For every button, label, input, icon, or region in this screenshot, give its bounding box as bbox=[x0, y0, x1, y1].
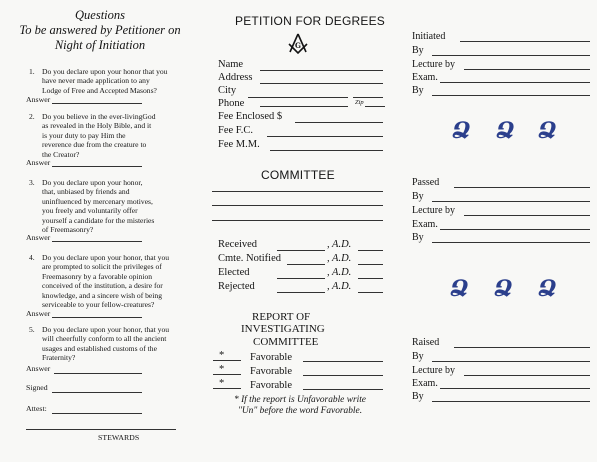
raised-exam-line[interactable] bbox=[440, 388, 590, 389]
questions-panel bbox=[0, 0, 200, 462]
question-5: 5. Do you declare upon your honor, that you will cheerfully conform to all the ancient usages and established customs of the Fraternity? bbox=[29, 325, 170, 363]
zip-label: Zip bbox=[355, 99, 364, 106]
field-fee-enclosed-line[interactable] bbox=[295, 122, 383, 123]
question-3: 3. Do you declare upon your honor, that, unbiased by friends and uninfluenced by mercenary motives, you freely and voluntarily offer yourself a candidate for the misteries of Freemasonry? bbox=[29, 178, 155, 235]
raised-exam-label: Exam. bbox=[412, 378, 438, 389]
questions-title-3: Night of Initiation bbox=[54, 38, 146, 52]
received-year-line[interactable] bbox=[358, 250, 383, 251]
field-name-label: Name bbox=[218, 59, 244, 70]
questions-title-1: Questions bbox=[75, 8, 125, 22]
passed-by2-line[interactable] bbox=[432, 242, 590, 243]
stewards-line[interactable] bbox=[26, 429, 176, 430]
field-state-line[interactable] bbox=[353, 97, 383, 98]
petition-panel bbox=[205, 0, 405, 462]
favorable-marker-1: * bbox=[219, 350, 225, 361]
petition-title: PETITION FOR DEGREES bbox=[235, 14, 386, 28]
field-phone-line[interactable] bbox=[260, 106, 348, 107]
passed-by-label: By bbox=[412, 191, 424, 202]
favorable-label-3: Favorable bbox=[250, 380, 292, 391]
field-fee-fc-line[interactable] bbox=[267, 136, 383, 137]
field-address-line[interactable] bbox=[260, 83, 383, 84]
initiated-lecture-label: Lecture by bbox=[412, 59, 456, 70]
stewards-label: STEWARDS bbox=[98, 433, 140, 442]
signed-line[interactable] bbox=[52, 392, 142, 393]
answer-line-2[interactable] bbox=[52, 166, 142, 167]
passed-by-line[interactable] bbox=[432, 201, 590, 202]
question-4: 4. Do you declare upon your honor, that you are prompted to solicit the privileges of Freemasonry by a favorable opinion conceived of the institution, a desire for knowledge, and a sincere wish of being serviceable to your fellow-creatures? bbox=[29, 253, 170, 310]
raised-lecture-line[interactable] bbox=[464, 375, 590, 376]
unfavorable-note-2: "Un" before the word Favorable. bbox=[237, 406, 363, 416]
favorable-check-3[interactable] bbox=[213, 388, 241, 389]
report-title-3: COMMITTEE bbox=[253, 336, 319, 348]
ornament-icon-4: Ձ bbox=[450, 276, 469, 302]
report-title-1: REPORT OF bbox=[252, 311, 311, 323]
answer-label-1: Answer bbox=[26, 95, 51, 104]
field-fee-enclosed-label: Fee Enclosed $ bbox=[218, 111, 283, 122]
received-ad: , A.D. bbox=[327, 239, 352, 250]
favorable-marker-2: * bbox=[219, 364, 225, 375]
initiated-label: Initiated bbox=[412, 31, 446, 42]
field-fee-mm-line[interactable] bbox=[270, 150, 383, 151]
ornament-icon-3: Ձ bbox=[538, 118, 557, 144]
passed-by2-label: By bbox=[412, 232, 424, 243]
received-line[interactable] bbox=[277, 250, 325, 251]
answer-line-4[interactable] bbox=[52, 317, 142, 318]
question-1: 1. Do you declare upon your honor that you have never made application to any Lodge of Free and Accepted Masons? bbox=[29, 67, 168, 95]
field-fee-fc-label: Fee F.C. bbox=[218, 125, 254, 136]
rejected-ad: , A.D. bbox=[327, 281, 352, 292]
elected-line[interactable] bbox=[277, 278, 325, 279]
elected-label: Elected bbox=[218, 267, 250, 278]
answer-label-5: Answer bbox=[26, 364, 51, 373]
committee-line-1[interactable] bbox=[212, 191, 383, 192]
committee-line-3[interactable] bbox=[212, 220, 383, 221]
initiated-by2-line[interactable] bbox=[432, 95, 590, 96]
favorable-line-2[interactable] bbox=[303, 375, 383, 376]
field-zip-line[interactable] bbox=[365, 106, 385, 107]
answer-label-3: Answer bbox=[26, 233, 51, 242]
field-fee-mm-label: Fee M.M. bbox=[218, 139, 260, 150]
passed-lecture-label: Lecture by bbox=[412, 205, 456, 216]
favorable-check-2[interactable] bbox=[213, 374, 241, 375]
initiated-exam-label: Exam. bbox=[412, 72, 438, 83]
raised-by-line[interactable] bbox=[432, 361, 590, 362]
favorable-check-1[interactable] bbox=[213, 360, 241, 361]
passed-line[interactable] bbox=[454, 187, 590, 188]
raised-by2-label: By bbox=[412, 391, 424, 402]
favorable-line-3[interactable] bbox=[303, 389, 383, 390]
cmte-notified-year-line[interactable] bbox=[358, 264, 383, 265]
field-name-line[interactable] bbox=[260, 70, 383, 71]
elected-ad: , A.D. bbox=[327, 267, 352, 278]
initiated-line[interactable] bbox=[460, 41, 590, 42]
report-title-2: INVESTIGATING bbox=[241, 323, 325, 335]
passed-exam-line[interactable] bbox=[440, 229, 590, 230]
field-city-label: City bbox=[218, 85, 237, 96]
square-compass-icon bbox=[286, 32, 310, 56]
ornament-icon-5: Ձ bbox=[494, 276, 513, 302]
rejected-line[interactable] bbox=[277, 292, 325, 293]
initiated-by2-label: By bbox=[412, 85, 424, 96]
raised-by-label: By bbox=[412, 351, 424, 362]
field-city-line[interactable] bbox=[248, 97, 348, 98]
degrees-panel bbox=[408, 0, 597, 462]
raised-line[interactable] bbox=[454, 347, 590, 348]
committee-line-2[interactable] bbox=[212, 205, 383, 206]
field-address-label: Address bbox=[218, 72, 253, 83]
committee-title: COMMITTEE bbox=[261, 168, 335, 182]
passed-exam-label: Exam. bbox=[412, 219, 438, 230]
answer-label-2: Answer bbox=[26, 158, 51, 167]
answer-line-3[interactable] bbox=[52, 241, 142, 242]
cmte-notified-line[interactable] bbox=[287, 264, 325, 265]
rejected-year-line[interactable] bbox=[358, 292, 383, 293]
unfavorable-note-1: * If the report is Unfavorable write bbox=[234, 395, 366, 405]
raised-label: Raised bbox=[412, 337, 440, 348]
field-phone-label: Phone bbox=[218, 98, 245, 109]
raised-by2-line[interactable] bbox=[432, 401, 590, 402]
cmte-notified-ad: , A.D. bbox=[327, 253, 352, 264]
passed-lecture-line[interactable] bbox=[464, 215, 590, 216]
favorable-marker-3: * bbox=[219, 378, 225, 389]
initiated-by-label: By bbox=[412, 45, 424, 56]
initiated-by-line[interactable] bbox=[432, 55, 590, 56]
elected-year-line[interactable] bbox=[358, 278, 383, 279]
signed-label: Signed bbox=[26, 383, 48, 392]
answer-label-4: Answer bbox=[26, 309, 51, 318]
favorable-label-2: Favorable bbox=[250, 366, 292, 377]
initiated-lecture-line[interactable] bbox=[464, 69, 590, 70]
svg-text:G: G bbox=[295, 41, 301, 50]
answer-line-1[interactable] bbox=[52, 103, 142, 104]
passed-label: Passed bbox=[412, 177, 440, 188]
favorable-line-1[interactable] bbox=[303, 361, 383, 362]
received-label: Received bbox=[218, 239, 258, 250]
initiated-exam-line[interactable] bbox=[440, 82, 590, 83]
question-2: 2. Do you believe in the ever-livingGod as revealed in the Holy Bible, and it is your duty to pay Him the reverence due from the creature to the Creator? bbox=[29, 112, 156, 159]
ornament-icon-1: Ձ bbox=[452, 118, 471, 144]
raised-lecture-label: Lecture by bbox=[412, 365, 456, 376]
favorable-label-1: Favorable bbox=[250, 352, 292, 363]
attest-label: Attest: bbox=[26, 404, 47, 413]
attest-line[interactable] bbox=[52, 413, 142, 414]
cmte-notified-label: Cmte. Notified bbox=[218, 253, 281, 264]
rejected-label: Rejected bbox=[218, 281, 255, 292]
answer-line-5[interactable] bbox=[54, 373, 142, 374]
ornament-icon-2: Ձ bbox=[496, 118, 515, 144]
questions-title-2: To be answered by Petitioner on bbox=[19, 23, 181, 37]
ornament-icon-6: Ձ bbox=[538, 276, 557, 302]
